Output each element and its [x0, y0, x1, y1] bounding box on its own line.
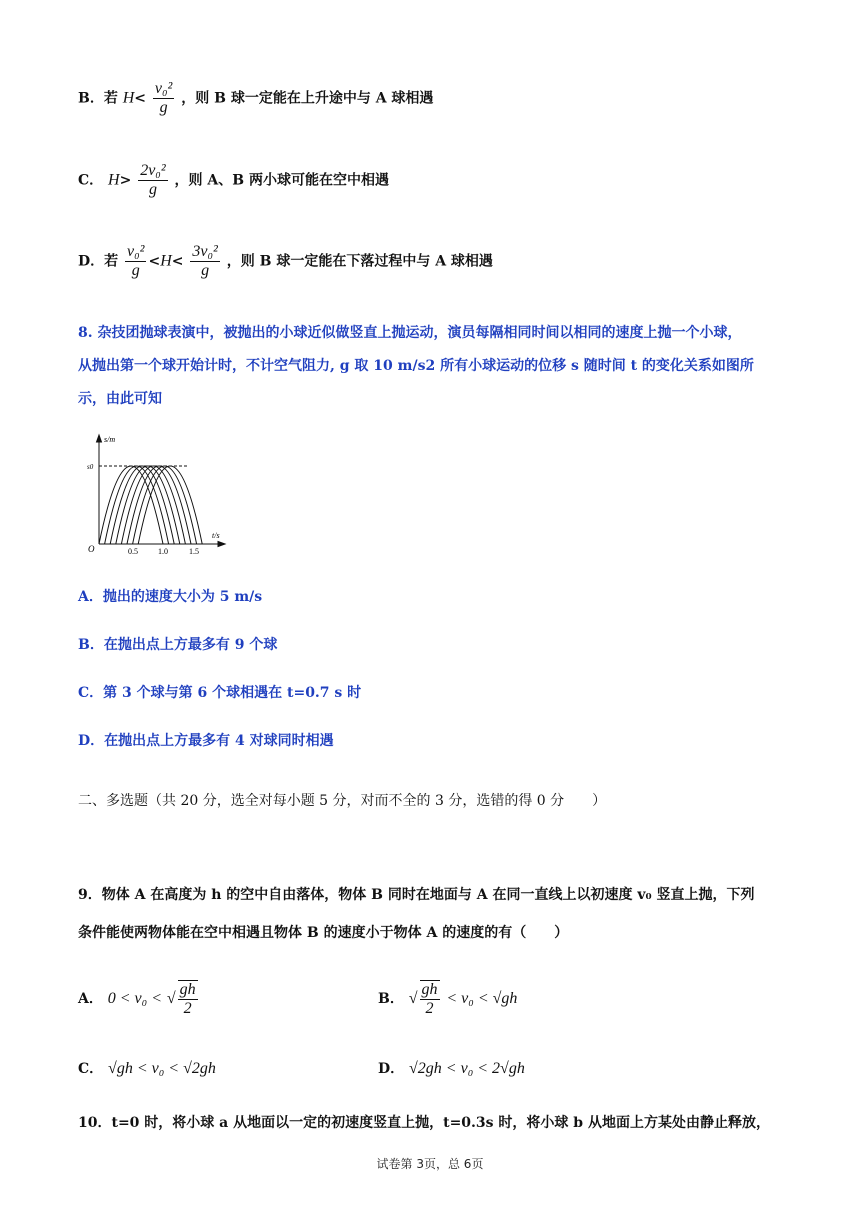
page-footer: 试卷第 3页，总 6页: [376, 1157, 484, 1171]
section-2-heading: 二、多选题（共 20 分，选全对每小题 5 分，对而不全的 3 分，选错的得 0 分 ）: [78, 793, 607, 809]
x-tick-1-0: 1.0: [158, 547, 168, 556]
q8-displacement-time-graph: [84, 432, 234, 557]
q7-b-fraction: $\frac{\text{v₀²}}{g}$: [154, 80, 173, 116]
q9-option-d: D． √2gh < v₀ < 2√gh: [378, 1060, 525, 1077]
q7-option-d: D．若 $\frac{\text{v₀²}}{g}$ <H< $\frac{\text{3v₀²}}{g}$ ，则 B 球一定能在下落过程中与 A 球相遇: [78, 243, 493, 279]
origin-label: O: [88, 544, 95, 554]
s0-label: s0: [87, 463, 94, 471]
y-axis-arrow-icon: [97, 435, 102, 442]
x-axis-label: t/s: [212, 531, 220, 540]
q7-c-fraction: $\frac{\text{2v₀²}}{g}$: [140, 162, 166, 198]
q10-stem-line-1: 10．t=0 时，将小球 a 从地面以一定的初速度竖直上抛，t=0.3s 时，将小球 b 从地面上方某处由静止释放，: [78, 1115, 770, 1131]
q7-b-var-h: H: [122, 89, 135, 107]
q8-option-d: D．在抛出点上方最多有 4 对球同时相遇: [78, 733, 334, 749]
x-axis-arrow-icon: [218, 542, 225, 547]
q9-option-b: B． √ $\frac{gh}{2}$ < v₀ < √gh: [378, 981, 518, 1017]
q7-option-c: C． H> $\frac{\text{2v₀²}}{g}$ ，则 A、B 两小球可能在空中相遇: [78, 162, 389, 198]
q7-option-b: B．若 H< $\frac{\text{v₀²}}{g}$ ，则 B 球一定能在上升途中与 A 球相遇: [78, 80, 434, 116]
q9-stem-line-2: 条件能使两物体能在空中相遇且物体 B 的速度小于物体 A 的速度的有（ ）: [78, 925, 569, 941]
q8-stem-line-2: 从抛出第一个球开始计时，不计空气阻力, g 取 10 m/s2 所有小球运动的位移 s 随时间 t 的变化关系如图所: [78, 358, 754, 374]
q9-option-c: C． √gh < v₀ < √2gh: [78, 1060, 216, 1077]
x-tick-0-5: 0.5: [128, 547, 138, 556]
q8-option-a: A．抛出的速度大小为 5 m/s: [78, 589, 263, 605]
q7-d-fraction-2: $\frac{\text{3v₀²}}{g}$: [192, 243, 218, 279]
q8-stem-line-3: 示，由此可知: [78, 391, 162, 407]
q8-option-b: B．在抛出点上方最多有 9 个球: [78, 637, 278, 653]
q9-b-sqrt-fraction: $\frac{gh}{2}$: [421, 981, 438, 1017]
q8-option-c: C．第 3 个球与第 6 个球相遇在 t=0.7 s 时: [78, 685, 362, 701]
q9-option-a: A． 0 < v₀ < √ $\frac{gh}{2}$: [78, 981, 196, 1017]
q9-a-sqrt-fraction: $\frac{gh}{2}$: [179, 981, 196, 1017]
x-tick-1-5: 1.5: [189, 547, 199, 556]
q9-stem-line-1: 9．物体 A 在高度为 h 的空中自由落体，物体 B 同时在地面与 A 在同一直线上以初速度 v₀ 竖直上抛，下列: [78, 887, 755, 903]
y-axis-label: s/m: [104, 435, 116, 444]
parabola-curves: [99, 466, 202, 544]
q7-d-fraction-1: $\frac{\text{v₀²}}{g}$: [127, 243, 145, 279]
q8-stem-line-1: 8. 杂技团抛球表演中，被抛出的小球近似做竖直上抛运动，演员每隔相同时间以相同的速度上抛一个小球，: [78, 325, 742, 341]
